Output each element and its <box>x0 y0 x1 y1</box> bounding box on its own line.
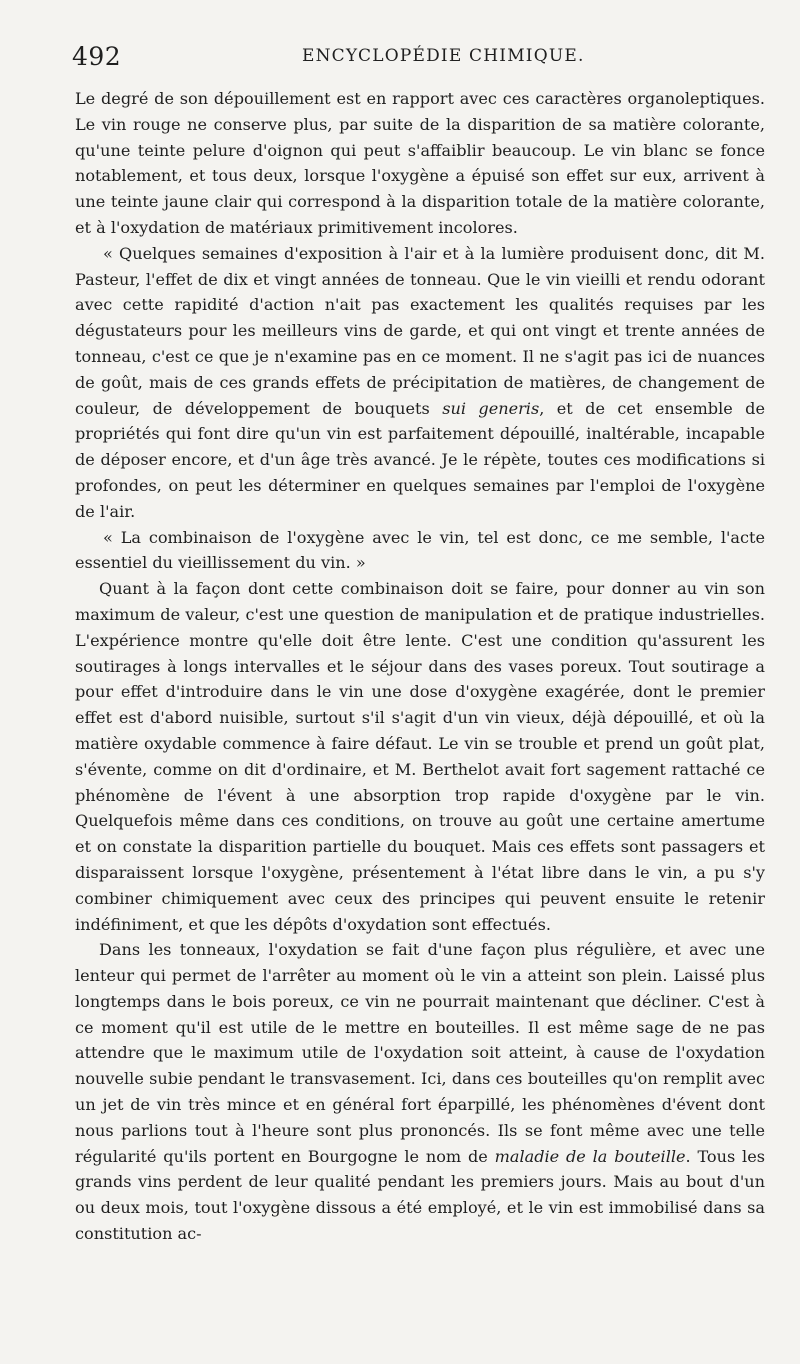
page-number: 492 <box>72 42 122 71</box>
running-title: ENCYCLOPÉDIE CHIMIQUE. <box>302 46 585 66</box>
paragraph-5-italic: maladie de la bouteille <box>494 1146 686 1166</box>
paragraph-5 <box>75 937 765 1247</box>
paragraph-4: Quant à la façon dont cette combinaison doit se faire, pour donner au vin son maximum de valeur, c'est une question de manipulation et de pratique industrielles. L'expérience montre qu'elle doit être lente. C'est une condition qu'assurent les soutirages à longs intervalles et le séjour dans des vases poreux. Tout soutirage a pour effet d'introduire dans le vin une dose d'oxygène exagérée, dont le premier effet est d'abord nuisible, surtout s'il s'agit d'un vin vieux, déjà dépouillé, et où la matière oxydable commence à faire défaut. Le vin se trouble et prend un goût plat, s'évente, comme on dit d'ordinaire, et M. Berthelot avait fort sagement rattaché ce phénomène de l'évent à une absorption trop rapide d'oxygène par le vin. Quelquefois même dans ces conditions, on trouve au goût une certaine amertume et on constate la disparition partielle du bouquet. Mais ces effets sont passagers et disparaissent lorsque l'oxygène, présentement à l'état libre dans le vin, a pu s'y combiner chimiquement avec ceux des principes qui peuvent ensuite le retenir indéfiniment, et que les dépôts d'oxydation sont effectués. <box>75 579 765 934</box>
paragraph-2-text-b: , et de cet ensemble de propriétés qui font dire qu'un vin est parfaitement dépouillé, inaltérable, incapable de déposer encore, et d'un âge très avancé. Je le répète, toutes ces modifications si profondes, on peut les déterminer en quelques semaines par l'emploi de l'oxygène de l'air. <box>75 398 765 521</box>
paragraph-2-text-a: « Quelques semaines d'exposition à l'air et à la lumière produisent donc, dit M. Pasteur, l'effet de dix et vingt années de tonneau. Que le vin vieilli et rendu odorant avec cette rapidité d'action n'ait pas exactement les qualités requises par les dégustateurs pour les meilleurs vins de garde, et qui ont vingt et trente années de tonneau, c'est ce que je n'examine pas en ce moment. Il ne s'agit pas ici de nuances de goût, mais de ces grands effets de précipitation de matières, de changement de couleur, de développement de bouquets <box>75 243 765 418</box>
paragraph-2 <box>75 241 765 525</box>
paragraph-5-text-b: . Tous les grands vins perdent de leur qualité pendant les premiers jours. Mais au bout d'un ou deux mois, tout l'oxygène dissous a été employé, et le vin est immobilisé dans sa constitution ac- <box>75 1146 765 1244</box>
page-header <box>72 42 764 72</box>
paragraph-2-italic: sui generis <box>442 398 540 418</box>
body-text <box>75 86 765 1247</box>
paragraph-5-text-a: Dans les tonneaux, l'oxydation se fait d'une façon plus régulière, et avec une lenteur qui permet de l'arrêter au moment où le vin a atteint son plein. Laissé plus longtemps dans le bois poreux, ce vin ne pourrait maintenant que décliner. C'est à ce moment qu'il est utile de le mettre en bouteilles. Il est même sage de ne pas attendre que le maximum utile de l'oxydation soit atteint, à cause de l'oxydation nouvelle subie pendant le transvasement. Ici, dans ces bouteilles qu'on remplit avec un jet de vin très mince et en général fort éparpillé, les phénomènes d'évent dont nous parlions tout à l'heure sont plus prononcés. Ils se font même avec une telle régularité qu'ils portent en Bourgogne le nom de <box>75 940 765 1166</box>
paragraph-1: Le degré de son dépouillement est en rapport avec ces caractères organoleptiques. Le vin rouge ne conserve plus, par suite de la disparition de sa matière colorante, qu'une teinte pelure d'oignon qui peut s'affaiblir beaucoup. Le vin blanc se fonce notablement, et tous deux, lorsque l'oxygène a épuisé son effet sur eux, arrivent à une teinte jaune clair qui correspond à la disparition totale de la matière colorante, et à l'oxydation de matériaux primitivement incolores. <box>75 89 765 237</box>
paragraph-3: « La combinaison de l'oxygène avec le vin, tel est donc, ce me semble, l'acte essentiel du vieillissement du vin. » <box>75 527 765 573</box>
